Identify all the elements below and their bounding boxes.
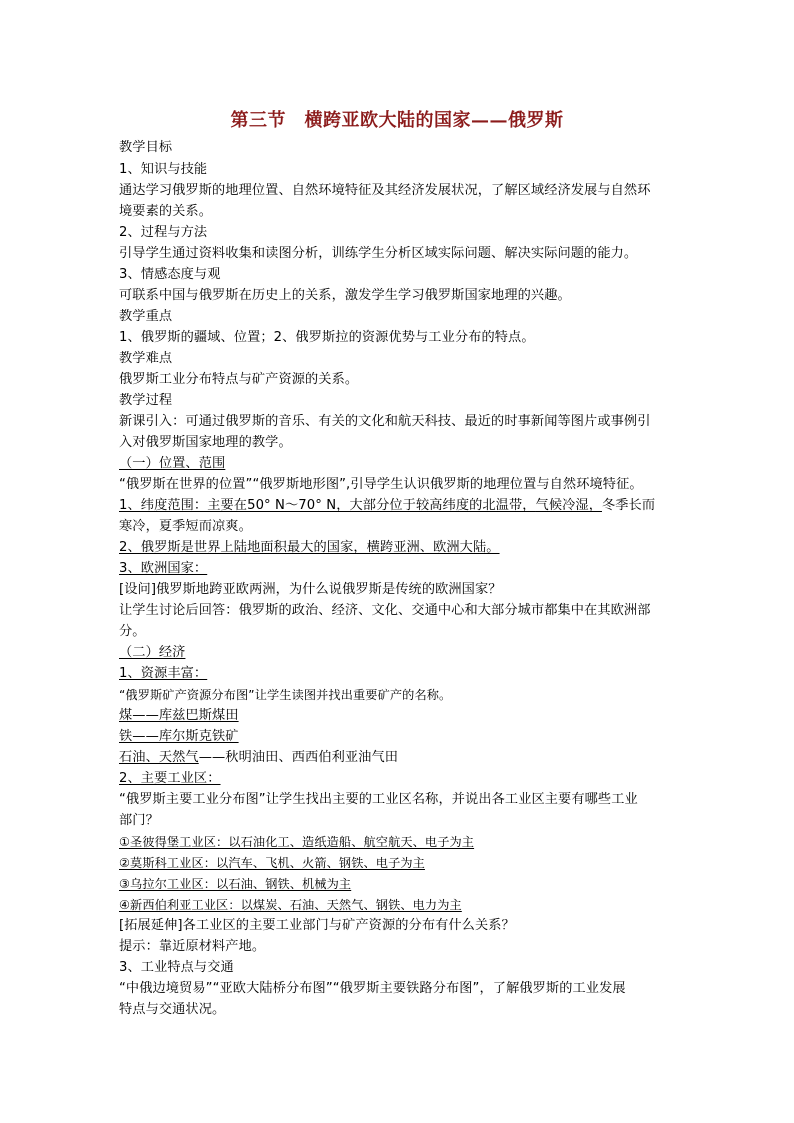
difficulty-heading: 教学难点 [119, 351, 173, 366]
iron-item: 铁——库尔斯克铁矿 [119, 729, 239, 744]
oil-item [119, 749, 398, 767]
oil-gas-fields: ——秋明油田、西西伯利亚油气田 [198, 750, 399, 765]
climate-text: 气候冷湿， [535, 498, 602, 513]
industry-map-line-1: “俄罗斯主要工业分布图”让学生找出主要的工业区名称，并说出各工业区主要有哪些工业 [119, 792, 638, 807]
resources-map-text: “俄罗斯矿产资源分布图”让学生读图并找出重要矿产的名称。 [119, 688, 452, 702]
industrial-zone-item: ③乌拉尔工业区：以石油、钢铁、机械为主 [119, 877, 352, 891]
section-3-text-line-2: 特点与交通状况。 [119, 1002, 226, 1017]
knowledge-text-line-1: 通达学习俄罗斯的地理位置、自然环境特征及其经济发展状况，了解区域经济发展与自然环 [119, 183, 651, 198]
industrial-zone-item: ④新西伯利亚工业区：以煤炭、石油、天然气、钢铁、电力为主 [119, 898, 462, 912]
emotion-heading: 3、情感态度与观 [119, 267, 221, 282]
process-method-text: 引导学生通过资料收集和读图分析，训练学生分析区域实际问题、解决实际问题的能力。 [119, 246, 638, 261]
winter-text: 冬季长而 [601, 498, 656, 513]
focus-text: 1、俄罗斯的疆域、位置；2、俄罗斯拉的资源优势与工业分布的特点。 [119, 330, 535, 345]
industrial-zone-item: ①圣彼得堡工业区：以石油化工、造纸造船、航空航天、电子为主 [119, 835, 475, 849]
resources-heading: 1、资源丰富： [119, 666, 208, 681]
process-method-heading: 2、过程与方法 [119, 225, 208, 240]
industry-heading: 2、主要工业区： [119, 771, 221, 786]
difficulty-text: 俄罗斯工业分布特点与矿产资源的关系。 [119, 372, 359, 387]
knowledge-text-line-2: 境要素的关系。 [119, 204, 213, 219]
question-text: [设问]俄罗斯地跨亚欧两洲，为什么说俄罗斯是传统的欧洲国家？ [119, 582, 502, 597]
section-1-heading: （一）位置、范围 [119, 456, 226, 471]
answer-line-2: 分。 [119, 624, 146, 639]
latitude-line-2: 寒冷，夏季短而凉爽。 [119, 519, 252, 534]
section-3-text-line-1: “中俄边境贸易”“亚欧大陆桥分布图”“俄罗斯主要铁路分布图”，了解俄罗斯的工业发展 [119, 981, 626, 996]
focus-heading: 教学重点 [119, 309, 173, 324]
answer-line-1: 让学生讨论后回答：俄罗斯的政治、经济、文化、交通中心和大部分城市都集中在其欧洲部 [119, 603, 651, 618]
process-heading: 教学过程 [119, 393, 173, 408]
section-2-heading: （二）经济 [119, 645, 186, 660]
oil-gas-label: 石油、天然气 [119, 750, 199, 765]
european-country-heading: 3、欧洲国家： [119, 561, 208, 576]
latitude-range: 1、纬度范围：主要在50° N～70° N，大部分位于较高纬度的北温带， [119, 498, 536, 513]
section-3-heading: 3、工业特点与交通 [119, 960, 234, 975]
coal-item: 煤——库兹巴斯煤田 [119, 708, 239, 723]
latitude-line-1 [119, 497, 655, 515]
intro-line-2: 入对俄罗斯国家地理的教学。 [119, 435, 292, 450]
emotion-text: 可联系中国与俄罗斯在历史上的关系，激发学生学习俄罗斯国家地理的兴趣。 [119, 288, 571, 303]
area-text: 2、俄罗斯是世界上陆地面积最大的国家，横跨亚洲、欧洲大陆。 [119, 540, 500, 555]
extension-question: [拓展延伸]各工业区的主要工业部门与矿产资源的分布有什么关系？ [119, 918, 515, 933]
knowledge-heading: 1、知识与技能 [119, 162, 208, 177]
section-1-text: “俄罗斯在世界的位置”“俄罗斯地形图”,引导学生认识俄罗斯的地理位置与自然环境特征。 [119, 477, 643, 492]
industry-map-line-2: 部门？ [119, 813, 159, 828]
intro-line-1: 新课引入：可通过俄罗斯的音乐、有关的文化和航天科技、最近的时事新闻等图片或事例引 [119, 414, 651, 429]
hint-text: 提示：靠近原材料产地。 [119, 939, 266, 954]
objectives-heading: 教学目标 [119, 140, 173, 155]
page-title: 第三节 横跨亚欧大陆的国家——俄罗斯 [230, 110, 564, 131]
industrial-zone-item: ②莫斯科工业区：以汽车、飞机、火箭、钢铁、电子为主 [119, 856, 425, 870]
